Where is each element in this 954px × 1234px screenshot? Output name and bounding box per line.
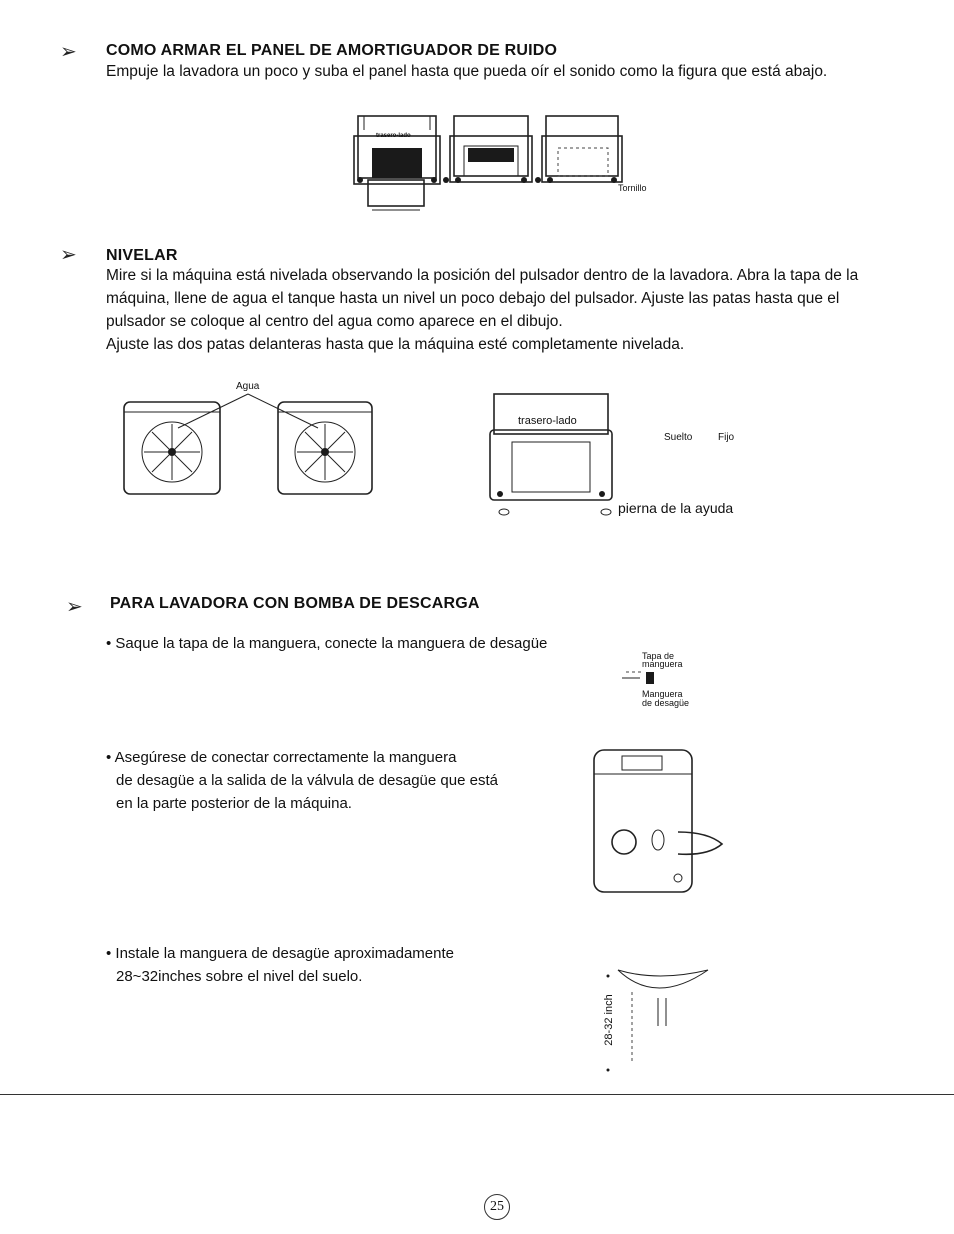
level-water-illustration <box>118 378 388 502</box>
label-height: 28-32 inch <box>603 994 615 1046</box>
label-screw: Tornillo <box>618 183 647 193</box>
label-drain-hose-1: Manguera <box>642 689 683 699</box>
noise-panel-illustration <box>350 110 670 220</box>
section3-title: PARA LAVADORA CON BOMBA DE DESCARGA <box>110 595 480 612</box>
section1-title: COMO ARMAR EL PANEL DE AMORTIGUADOR DE RUIDO <box>106 42 558 59</box>
section2-title: NIVELAR <box>106 247 178 264</box>
level-legs-figure <box>486 390 776 524</box>
page-number: 25 <box>484 1194 510 1220</box>
level-water-figure <box>118 378 388 502</box>
label-drain-hose-2: de desagüe <box>642 698 690 708</box>
section2-paragraph-line-2: máquina, llene de agua el tanque hasta un nivel un poco debajo del pulsador. Ajuste las patas hasta que el <box>106 290 840 307</box>
label-back-side-1: trasero-lado <box>376 133 411 139</box>
label-hose-cap-1: Tapa de <box>642 651 675 661</box>
label-hose-cap-2: manguera <box>642 659 683 669</box>
section3-item3-line-1: • Instale la manguera de desagüe aproximadamente <box>106 945 454 962</box>
drain-valve-illustration <box>590 748 730 896</box>
label-fixed: Fijo <box>718 432 735 443</box>
label-water: Agua <box>236 381 260 392</box>
section2-arrow-icon: ➢ <box>60 242 77 266</box>
noise-panel-figure <box>350 110 670 220</box>
hose-cap-figure <box>616 632 716 712</box>
section3-item1: • Saque la tapa de la manguera, conecte la manguera de desagüe <box>106 635 548 652</box>
section3-item2-line-2: de desagüe a la salida de la válvula de desagüe que está <box>116 772 498 789</box>
section3-item3-line-2: 28~32inches sobre el nivel del suelo. <box>116 968 363 985</box>
section1-text: Empuje la lavadora un poco y suba el panel hasta que pueda oír el sonido como la figura que está abajo. <box>106 63 828 80</box>
section2-paragraph-line-3: pulsador se coloque al centro del agua como aparece en el dibujo. <box>106 313 563 330</box>
hose-height-illustration <box>596 962 726 1072</box>
section1-arrow-icon: ➢ <box>60 39 77 63</box>
section3-arrow-icon: ➢ <box>66 594 83 618</box>
label-support-leg: pierna de la ayuda <box>618 500 734 516</box>
section3-item2-line-1: • Asegúrese de conectar correctamente la manguera <box>106 749 457 766</box>
label-loose: Suelto <box>664 432 693 443</box>
section2-paragraph-line-1: Mire si la máquina está nivelada observando la posición del pulsador dentro de la lavadora. Abra la tapa de la <box>106 267 859 284</box>
section2-paragraph-2: Ajuste las dos patas delanteras hasta que la máquina esté completamente nivelada. <box>106 336 685 353</box>
drain-valve-figure <box>590 748 730 896</box>
label-back-side-2: trasero-lado <box>518 415 577 427</box>
hose-height-figure <box>596 962 726 1072</box>
section3-item2-line-3: en la parte posterior de la máquina. <box>116 795 352 812</box>
footer-divider <box>0 1094 954 1095</box>
